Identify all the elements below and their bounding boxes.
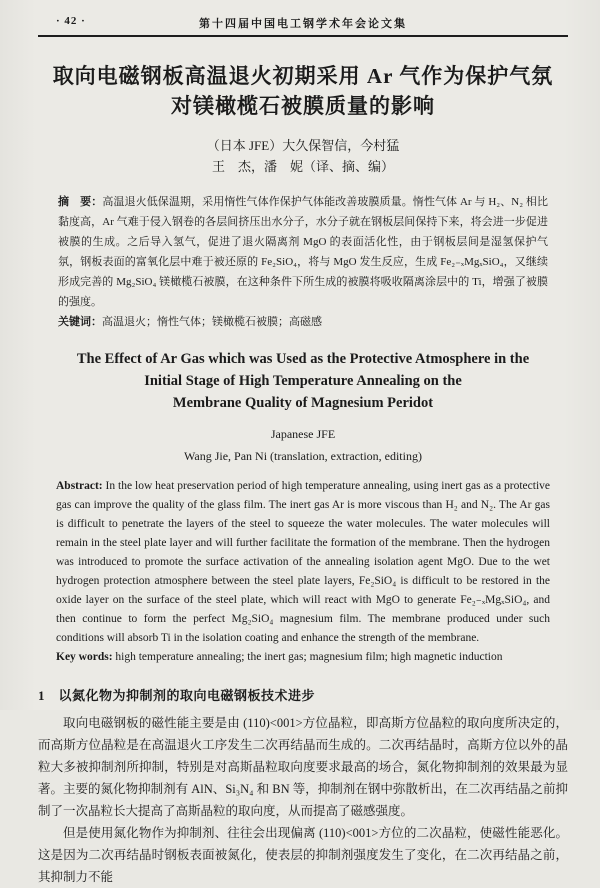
section-1-paragraph-2: 但是使用氮化物作为抑制剂、往往会出现偏离 (110)<001>方位的二次晶粒，使磁性能恶化。这是因为二次再结晶时钢板表面被氮化，使表层的抑制剂强度发生了变化，在二次再结晶之前，其抑制力不能	[38, 826, 568, 884]
english-translators: Wang Jie, Pan Ni (translation, extraction, editing)	[184, 449, 422, 463]
english-abstract-text: In the low heat preservation period of high temperature annealing, using inert gas as a protective gas can improve the quality of the glass film. The inert gas Ar is more viscous than H₂ and N₂. The Ar gas is difficult to penetrate the layers of the steel to squeeze the water molecules. The water molecules will remain in the steel plate layer and will further facilitate the formation of the membrane. Then the hydrogen was introduced to promote the surface activation of the annealing isolation agent MgO. Due to the wet hydrogen protection atmosphere between the steel plate layers, Fe₂SiO₄ is difficult to be restored in the oxide layer on the surface of the steel plate, which will react with MgO to generate Fe₂₋ₓMgₓSiO₄, and then continue to form the perfect Mg₂SiO₄ magnesium film. The membrane produced under such conditions will absorb Ti in the isolation coating and enhance the strength of the membrane.	[56, 480, 551, 644]
proceedings-title: 第十四届中国电工钢学术年会论文集	[199, 18, 407, 30]
english-title	[38, 348, 568, 414]
header-rule	[38, 35, 568, 37]
chinese-title-line-1: 取向电磁钢板高温退火初期采用 Ar 气作为保护气氛	[52, 64, 554, 88]
chinese-keywords	[58, 312, 548, 332]
chinese-abstract-label: 摘 要：	[58, 196, 103, 208]
english-affiliation: Japanese JFE	[270, 427, 336, 441]
chinese-abstract-text: 高温退火低保温期，采用惰性气体作保护气体能改善玻膜质量。惰性气体 Ar 与 H₂、N₂ 相比黏度高，Ar 气难于侵入钢卷的各层间挤压出水分子，水分子就在钢板层间保持下来，将会进一步促进被膜的生成。之后导入氢气，促进了退火隔离剂 MgO 的表面活化性，由于钢板层间是湿氢保护气氛，钢板表面的富氧化层中难于被还原的 Fe₂SiO₄，将与 MgO 发生反应，生成 Fe₂₋ₓMgₓSiO₄，又继续形成完善的 Mg₂SiO₄ 镁橄榄石被膜，在这种条件下所生成的被膜将吸收隔离涂层中的 Ti，增强了被膜的强度。	[58, 196, 549, 308]
chinese-authors	[38, 135, 568, 177]
chinese-keywords-label: 关键词：	[58, 316, 102, 328]
chinese-title	[38, 61, 568, 121]
english-title-line-1: The Effect of Ar Gas which was Used as the Protective Atmosphere in the	[76, 351, 530, 367]
chinese-authors-line-2: 王 杰，潘 妮（译、摘、编）	[211, 159, 394, 174]
chinese-keywords-text: 高温退火；惰性气体；镁橄榄石被膜；高磁感	[102, 316, 322, 328]
english-abstract	[56, 477, 550, 648]
section-1-heading: 1 以氮化物为抑制剂的取向电磁钢板技术进步	[38, 688, 316, 703]
chinese-abstract	[58, 192, 548, 312]
english-abstract-label: Abstract:	[56, 480, 103, 492]
chinese-title-line-2: 对镁橄榄石被膜质量的影响	[171, 94, 435, 118]
page-number: · 42 ·	[56, 15, 86, 27]
running-head	[38, 12, 568, 32]
english-keywords-label: Key words:	[56, 651, 113, 663]
section-1-paragraph-1: 取向电磁钢板的磁性能主要是由 (110)<001>方位晶粒，即高斯方位晶粒的取向度所决定的，而高斯方位晶粒是在高温退火工序发生二次再结晶而生成的。二次再结晶时，高斯方位以外的晶粒大多被抑制剂所抑制，特别是对高斯晶粒取向度要求最高的场合，氮化物抑制剂的效果最为显著。主要的氮化物抑制剂有 AlN、Si₃N₄ 和 BN 等，抑制剂在钢中弥散析出，在二次再结晶之前抑制了一次晶粒长大提高了高斯晶粒的取向度，从而提高了磁感强度。	[38, 716, 568, 818]
english-title-line-3: Membrane Quality of Magnesium Peridot	[172, 395, 434, 411]
english-keywords-text: high temperature annealing; the inert gas; magnesium film; high magnetic induction	[115, 651, 503, 663]
english-title-line-2: Initial Stage of High Temperature Annealing on the	[144, 373, 462, 389]
chinese-authors-line-1: （日本 JFE）大久保智信，今村猛	[206, 138, 400, 153]
english-keywords	[56, 648, 550, 667]
